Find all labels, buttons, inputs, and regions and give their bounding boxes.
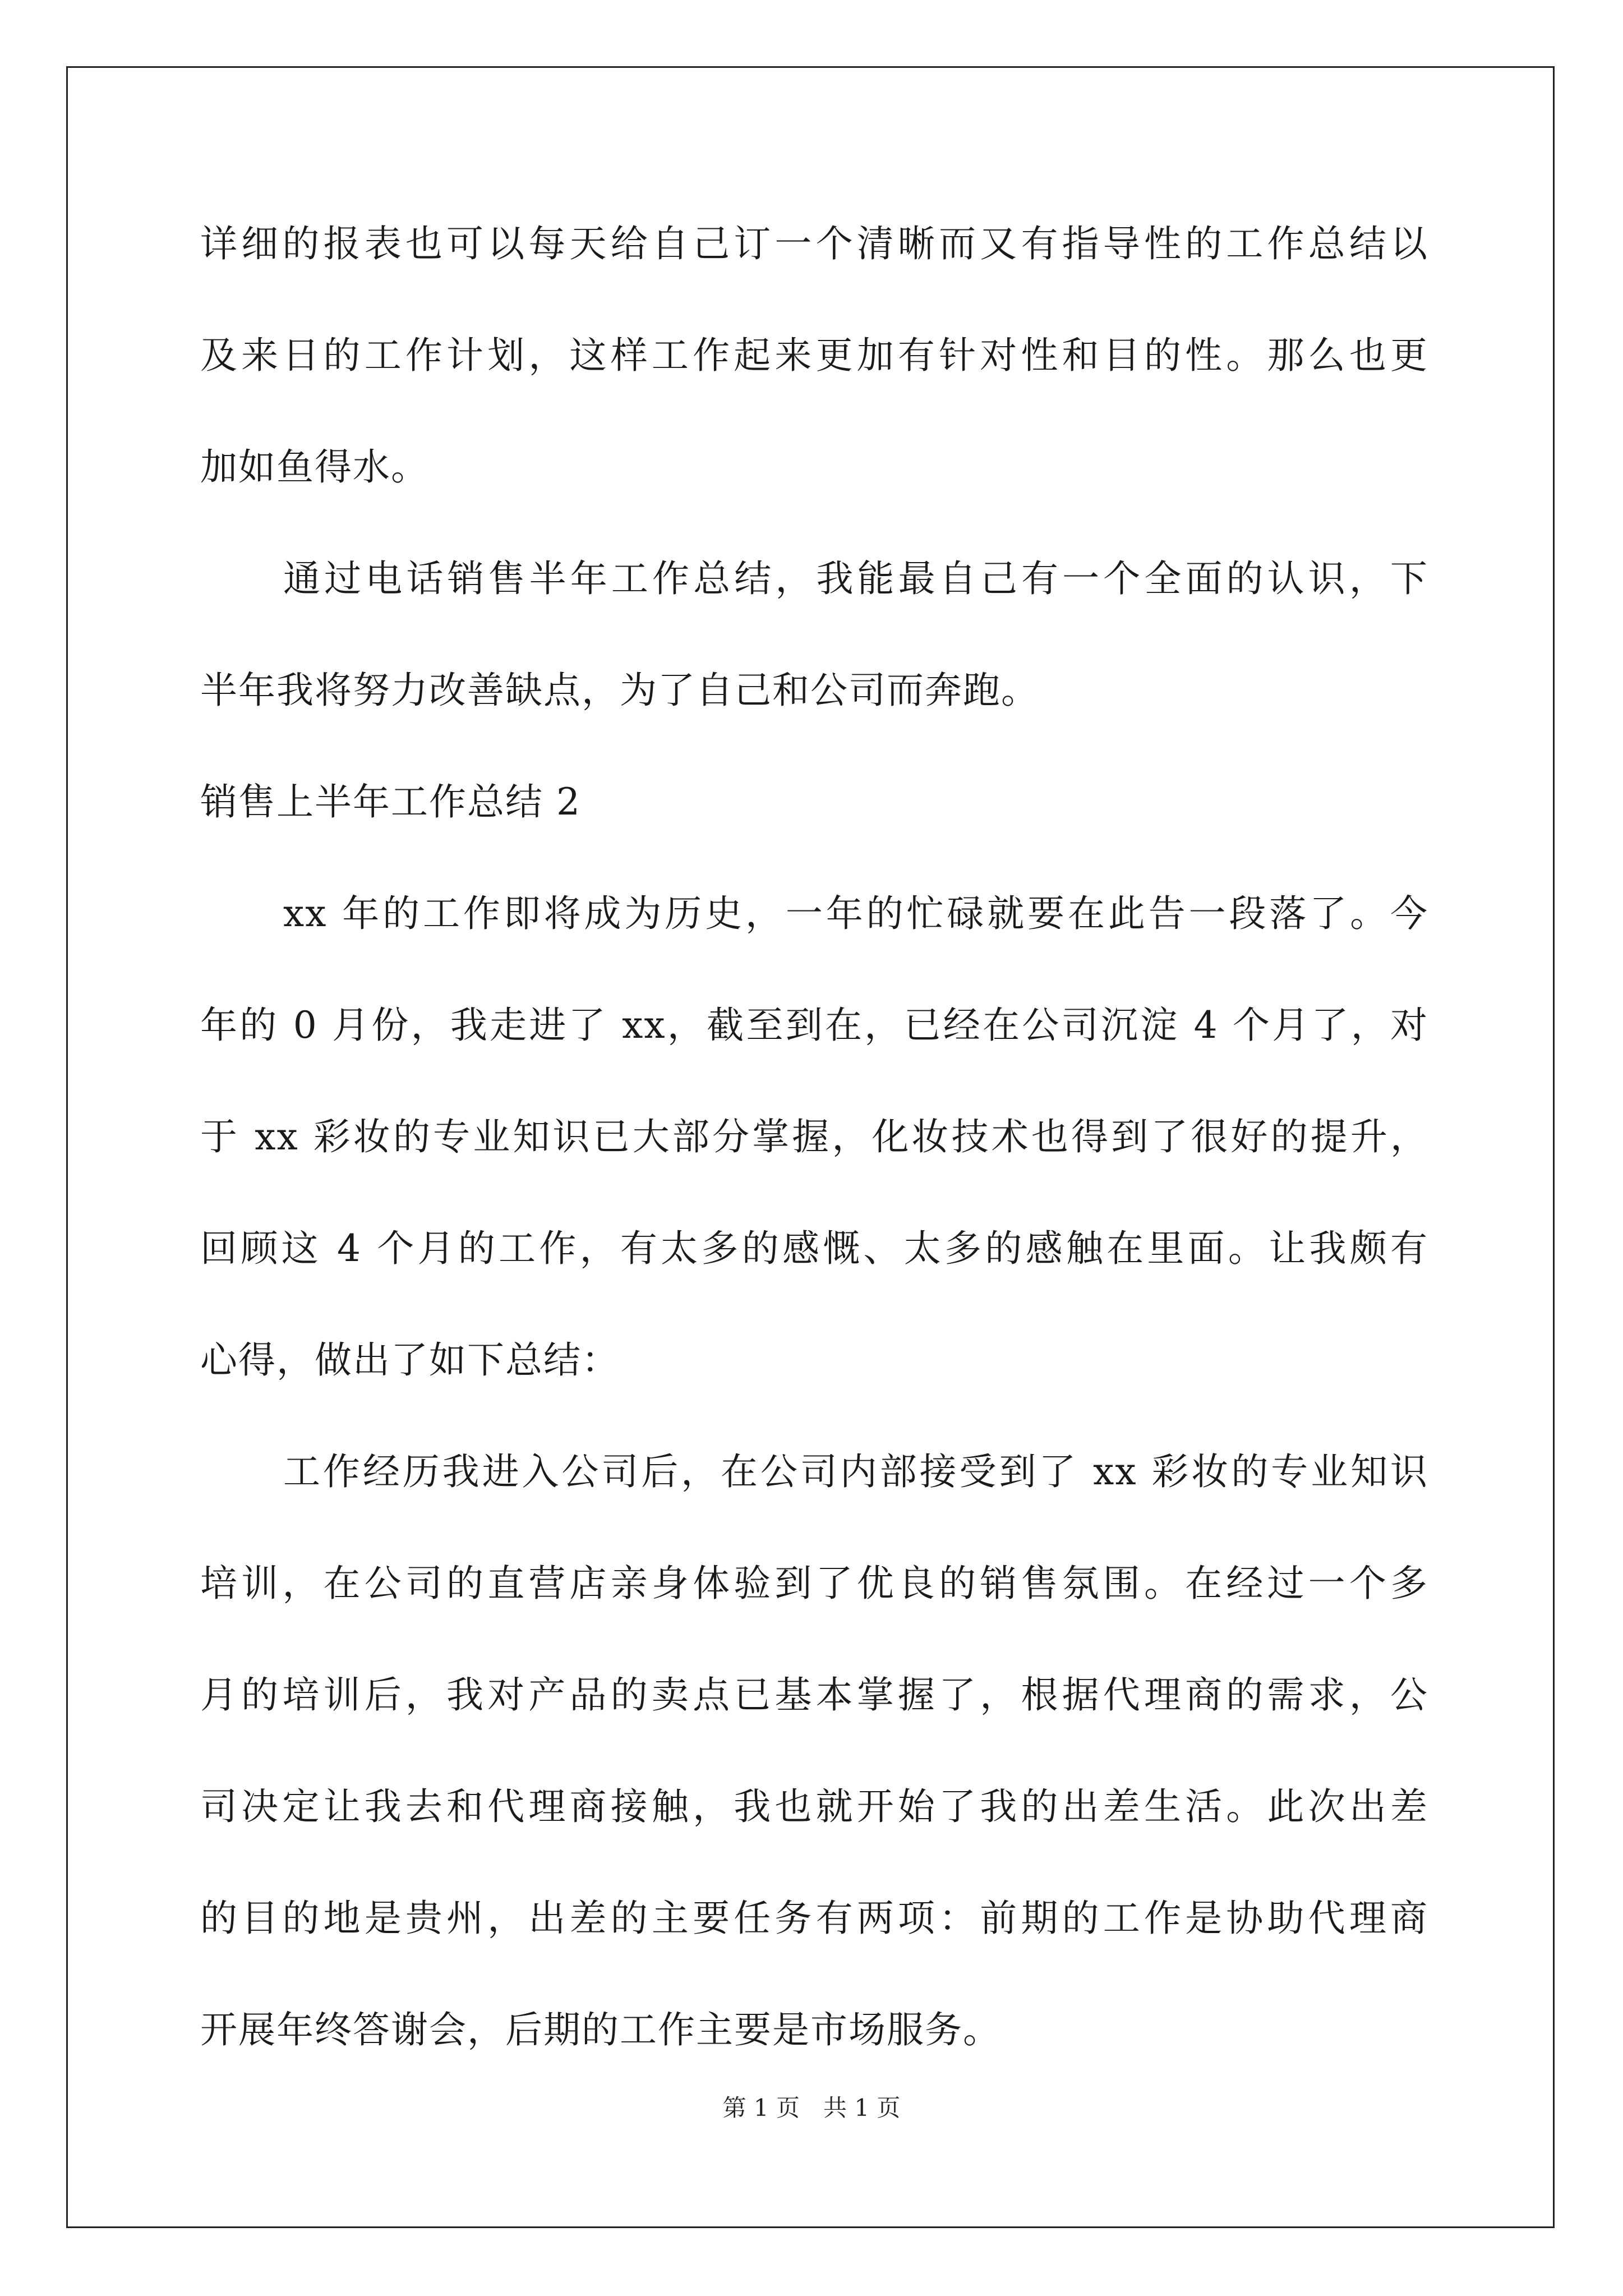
body-line: 通过电话销售半年工作总结，我能最自己有一个全面的认识，下	[283, 557, 1428, 600]
body-line: xx 年的工作即将成为历史，一年的忙碌就要在此告一段落了。今	[283, 892, 1428, 935]
body-line: 司决定让我去和代理商接触，我也就开始了我的出差生活。此次出差	[200, 1785, 1428, 1828]
body-line: 年的 0 月份，我走进了 xx，截至到在，已经在公司沉淀 4 个月了，对	[200, 1004, 1428, 1047]
page-footer: 第 1 页 共 1 页	[722, 2094, 901, 2122]
section-heading: 销售上半年工作总结 2	[200, 780, 581, 823]
body-line: 开展年终答谢会，后期的工作主要是市场服务。	[200, 2008, 1001, 2051]
body-line: 及来日的工作计划，这样工作起来更加有针对性和目的性。那么也更	[200, 334, 1428, 377]
body-line: 培训，在公司的直营店亲身体验到了优良的销售氛围。在经过一个多	[200, 1562, 1428, 1605]
document-body	[200, 216, 1428, 2114]
body-line: 详细的报表也可以每天给自己订一个清晰而又有指导性的工作总结以	[200, 222, 1428, 265]
body-line: 于 xx 彩妆的专业知识已大部分掌握，化妆技术也得到了很好的提升，	[200, 1115, 1428, 1158]
body-line: 回顾这 4 个月的工作，有太多的感慨、太多的感触在里面。让我颇有	[200, 1227, 1428, 1270]
body-line: 工作经历我进入公司后，在公司内部接受到了 xx 彩妆的专业知识	[283, 1450, 1428, 1493]
body-line: 月的培训后，我对产品的卖点已基本掌握了，根据代理商的需求，公	[200, 1673, 1428, 1717]
body-line: 的目的地是贵州，出差的主要任务有两项：前期的工作是协助代理商	[200, 1897, 1428, 1940]
body-line: 半年我将努力改善缺点，为了自己和公司而奔跑。	[200, 669, 1039, 712]
body-line: 心得，做出了如下总结：	[200, 1338, 620, 1382]
body-line: 加如鱼得水。	[200, 445, 429, 489]
